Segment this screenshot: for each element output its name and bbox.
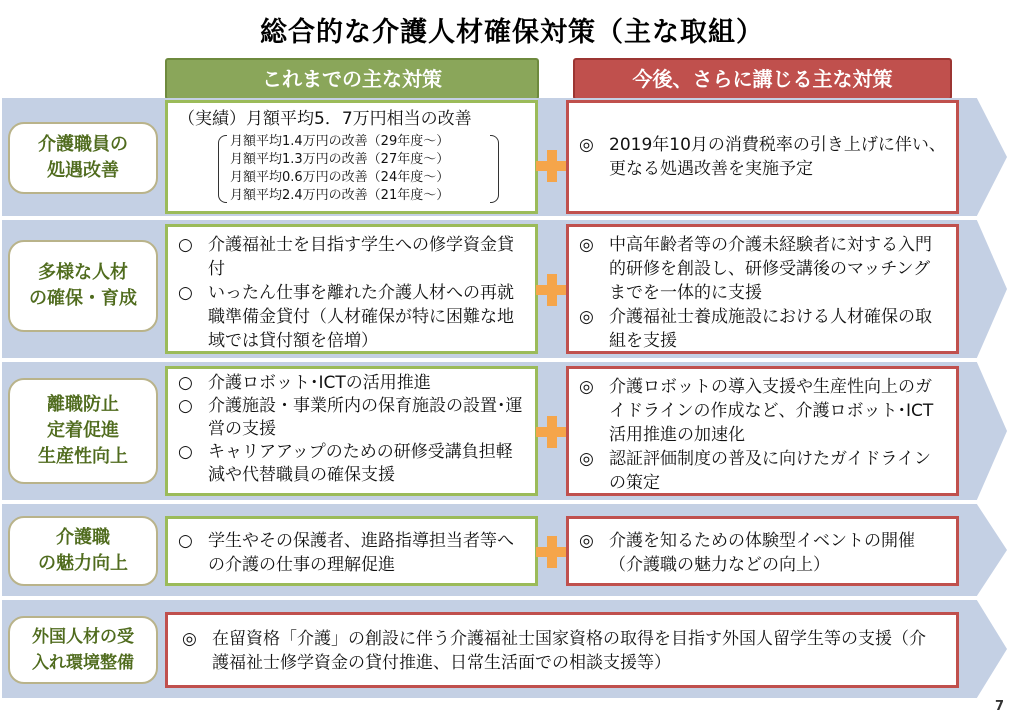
row-label-wage: 介護職員の 処遇改善 [8, 122, 158, 194]
row-label-diverse: 多様な人材 の確保・育成 [8, 240, 158, 332]
current-retention-box [165, 366, 538, 496]
current-retention-item: ○ キャリアアップのための研修受講負担軽減や代替職員の確保支援 [178, 442, 513, 485]
wage-history-item: 月額平均0.6万円の改善（24年度～） [230, 170, 450, 185]
future-diverse-item: ◎ 中高年齢者等の介護未経験者に対する入門的研修を創設し、研修受講後のマッチングまでを一体的に支援 [579, 235, 932, 303]
future-retention-box [566, 366, 959, 496]
current-measures-header: これまでの主な対策 [165, 58, 539, 100]
left-brace [218, 135, 227, 203]
future-appeal-item: ◎ 介護を知るための体験型イベントの開催（介護職の魅力などの向上） [579, 531, 915, 575]
current-diverse-box [165, 224, 538, 354]
plus-icon [536, 536, 568, 568]
plus-icon [536, 150, 568, 182]
future-diverse-box [566, 224, 959, 354]
future-diverse-item: ◎ 介護福祉士養成施設における人材確保の取組を支援 [579, 307, 932, 351]
current-appeal-box [165, 516, 538, 586]
page-title: 総合的な介護人材確保対策（主な取組） [260, 17, 764, 48]
plus-icon [536, 416, 568, 448]
current-diverse-item: ○ いったん仕事を離れた介護人材への再就職準備金貸付（人材確保が特に困難な地域では貸付額を倍増） [178, 283, 514, 351]
row-label-retention: 離職防止 定着促進 生産性向上 [8, 378, 158, 484]
future-wage-box [566, 100, 959, 214]
current-wage-box [165, 100, 538, 214]
row-label-foreign: 外国人材の受 入れ環境整備 [8, 616, 158, 684]
wage-history-item: 月額平均1.4万円の改善（29年度～） [230, 134, 450, 149]
plus-icon [536, 274, 568, 306]
row-label-appeal: 介護職 の魅力向上 [8, 516, 158, 586]
future-retention-item: ◎ 介護ロボットの導入支援や生産性向上のガイドラインの作成など、介護ロボット･ICT活用推進の加速化 [579, 377, 934, 445]
future-retention-item: ◎ 認証評価制度の普及に向けたガイドラインの策定 [579, 449, 931, 493]
future-measures-header: 今後、さらに講じる主な対策 [573, 58, 952, 100]
current-retention-item: ○ 介護施設・事業所内の保育施設の設置･運営の支援 [178, 396, 523, 439]
current-appeal-item: ○ 学生やその保護者、進路指導担当者等への介護の仕事の理解促進 [178, 531, 514, 575]
right-brace [490, 135, 499, 203]
future-appeal-box [566, 516, 959, 586]
foreign-support-box [165, 612, 959, 688]
foreign-support-item: ◎ 在留資格「介護」の創設に伴う介護福祉士国家資格の取得を目指す外国人留学生等の支援（介護福祉士修学資金の貸付推進、日常生活面での相談支援等） [182, 629, 926, 673]
current-wage-main: （実績）月額平均5．7万円相当の改善 [178, 109, 472, 129]
future-wage-item: ◎ 2019年10月の消費税率の引き上げに伴い、更なる処遇改善を実施予定 [579, 135, 946, 179]
wage-history-item: 月額平均2.4万円の改善（21年度～） [230, 188, 450, 203]
current-retention-item: ○ 介護ロボット･ICTの活用推進 [178, 373, 431, 393]
wage-history-item: 月額平均1.3万円の改善（27年度～） [230, 152, 450, 167]
page-number: 7 [994, 699, 1004, 714]
current-diverse-item: ○ 介護福祉士を目指す学生への修学資金貸付 [178, 235, 514, 279]
wage-history-list [218, 133, 485, 205]
